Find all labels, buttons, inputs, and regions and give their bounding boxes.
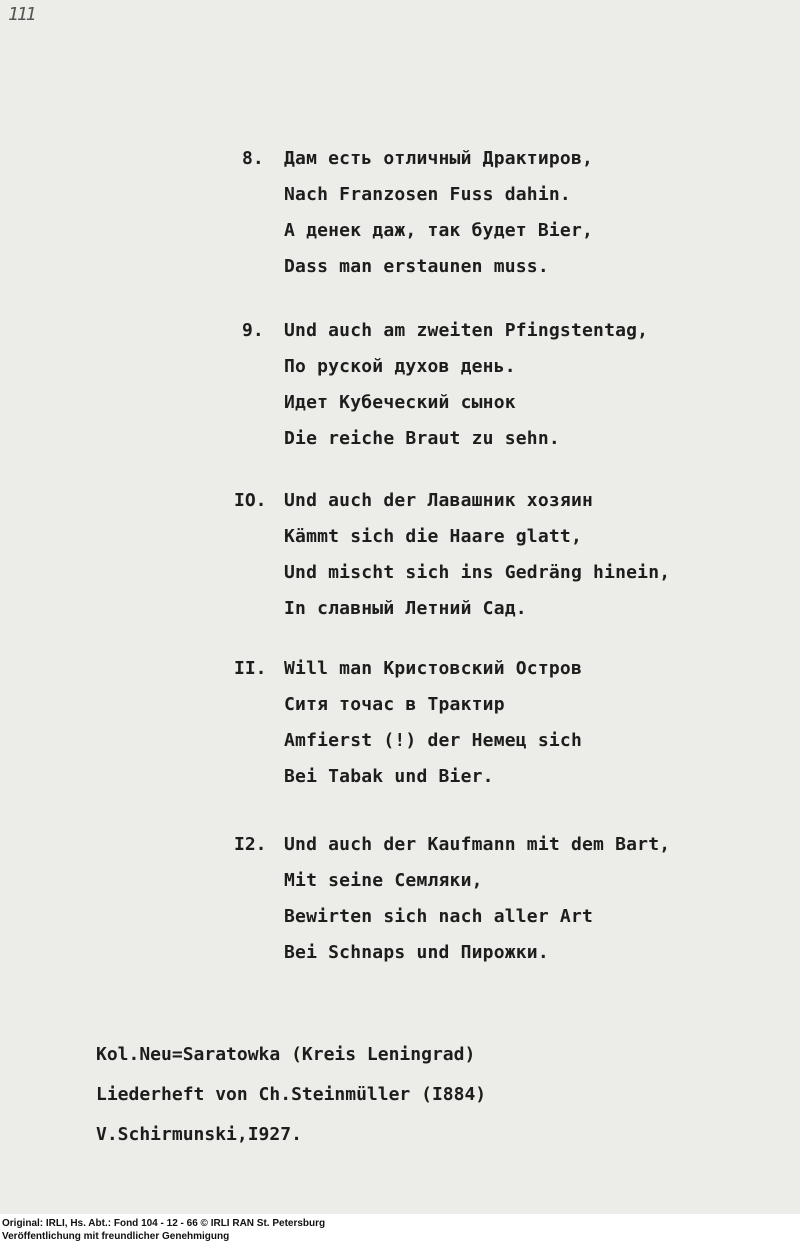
verse-line: In славный Летний Сад. [284,598,527,619]
archive-credit-line: Original: IRLI, Hs. Abt.: Fond 104 - 12 - 66 © IRLI RAN St. Petersburg [2,1218,326,1229]
source-songbook: Liederheft von Ch.Steinmüller (I884) [96,1084,487,1105]
source-collector: V.Schirmunski,I927. [96,1124,302,1145]
verse-line: Amfierst (!) der Немец sich [284,730,582,751]
verse-line: Dass man erstaunen muss. [284,256,549,277]
verse-line: Kämmt sich die Haare glatt, [284,526,582,547]
verse-line: Bei Schnaps und Пирожки. [284,942,549,963]
verse-line: Bei Tabak und Bier. [284,766,494,787]
verse-line: Und auch der Kaufmann mit dem Bart, [284,834,671,855]
stanza-number: 9. [242,320,264,341]
source-location: Kol.Neu=Saratowka (Kreis Leningrad) [96,1044,476,1065]
stanza-number: IO. [234,490,267,511]
verse-line: Идет Кубеческий сынок [284,392,516,413]
verse-line: По руской духов день. [284,356,516,377]
verse-line: Mit seine Семляки, [284,870,483,891]
verse-line: Und auch am zweiten Pfingstentag, [284,320,649,341]
verse-line: Nach Franzosen Fuss dahin. [284,184,571,205]
verse-line: Дам есть отличный Драктиров, [284,148,594,169]
publication-permission-line: Veröffentlichung mit freundlicher Genehmigung [2,1231,230,1242]
verse-line: Will man Кристовский Остров [284,658,582,679]
stanza-number: I2. [234,834,267,855]
archive-credit-footer [0,1214,800,1251]
verse-line: Und auch der Лавашник хозяин [284,490,594,511]
verse-line: Ситя точас в Трактир [284,694,505,715]
verse-line: Und mischt sich ins Gedräng hinein, [284,562,671,583]
stanza-number: 8. [242,148,264,169]
verse-line: Die reiche Braut zu sehn. [284,428,560,449]
stanza-number: II. [234,658,267,679]
verse-line: А денек даж, так будет Bier, [284,220,594,241]
page-number-mark: 111 [8,4,35,25]
verse-line: Bewirten sich nach aller Art [284,906,594,927]
